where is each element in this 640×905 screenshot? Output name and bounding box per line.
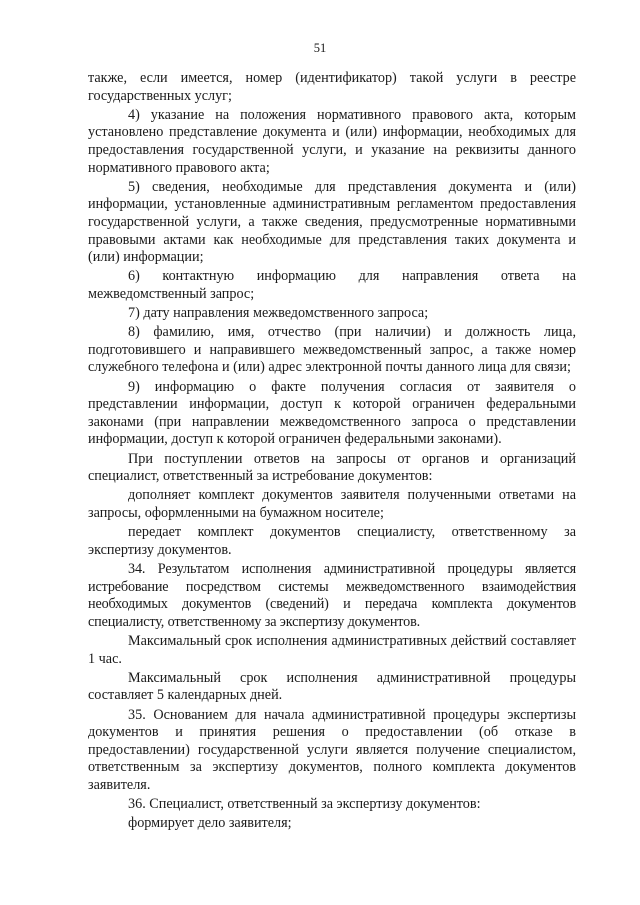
- paragraph-section-36: 36. Специалист, ответственный за экспертизу документов:: [128, 796, 481, 813]
- paragraph-max-time-actions: Максимальный срок исполнения административных действий составляет 1 час.: [88, 632, 576, 667]
- paragraph-supplements: дополняет комплект документов заявителя полученными ответами на запросы, оформленными на бумажном носителе;: [88, 487, 576, 521]
- paragraph-item-7: 7) дату направления межведомственного запроса;: [128, 305, 429, 322]
- paragraph-forms-case: формирует дело заявителя;: [128, 815, 292, 832]
- paragraph-item-4: 4) указание на положения нормативного правового акта, которым установлено представление документа и (или) информации, необходимых для предоставления государственной услуги, и указание на реквизиты данного нормативного правового акта;: [88, 106, 576, 176]
- paragraph-continuation: также, если имеется, номер (идентификатор) такой услуги в реестре государственных услуг;: [88, 70, 576, 104]
- paragraph-item-5: 5) сведения, необходимые для представления документа и (или) информации, установленные административным регламентом предоставления государственной услуги, а также сведения, предусмотренные нормативными правовыми актами как необходимые для представления таких документа и (или) информации;: [88, 178, 576, 266]
- paragraph-max-time-procedure: Максимальный срок исполнения административной процедуры составляет 5 календарных дней.: [88, 669, 576, 704]
- paragraph-item-9: 9) информацию о факте получения согласия от заявителя о представлении информации, доступ к которой ограничен федеральными законами (при направлении межведомственного запроса о представлении информации, доступ к которой ограничен федеральными законами).: [88, 378, 576, 448]
- page-number: 51: [313, 41, 327, 55]
- document-body: [88, 70, 576, 834]
- paragraph-section-35: 35. Основанием для начала административной процедуры экспертизы документов и принятия решения о предоставлении (об отказе в предоставлении) государственной услуги является получение специалистом, ответственным за экспертизу документов, полного комплекта документов заявителя.: [88, 706, 576, 793]
- paragraph-section-34: 34. Результатом исполнения административной процедуры является истребование посредством системы межведомственного взаимодействия необходимых документов (сведений) и передача комплекта документов специалисту, ответственному за экспертизу документов.: [88, 560, 576, 630]
- paragraph-responses-intro: При поступлении ответов на запросы от органов и организаций специалист, ответственный за истребование документов:: [88, 450, 576, 485]
- paragraph-transfers: передает комплект документов специалисту, ответственному за экспертизу документов.: [88, 524, 576, 558]
- paragraph-item-8: 8) фамилию, имя, отчество (при наличии) и должность лица, подготовившего и направившего межведомственный запрос, а также номер служебного телефона и (или) адрес электронной почты данного лица для связи;: [88, 324, 576, 376]
- paragraph-item-6: 6) контактную информацию для направления ответа на межведомственный запрос;: [88, 268, 576, 302]
